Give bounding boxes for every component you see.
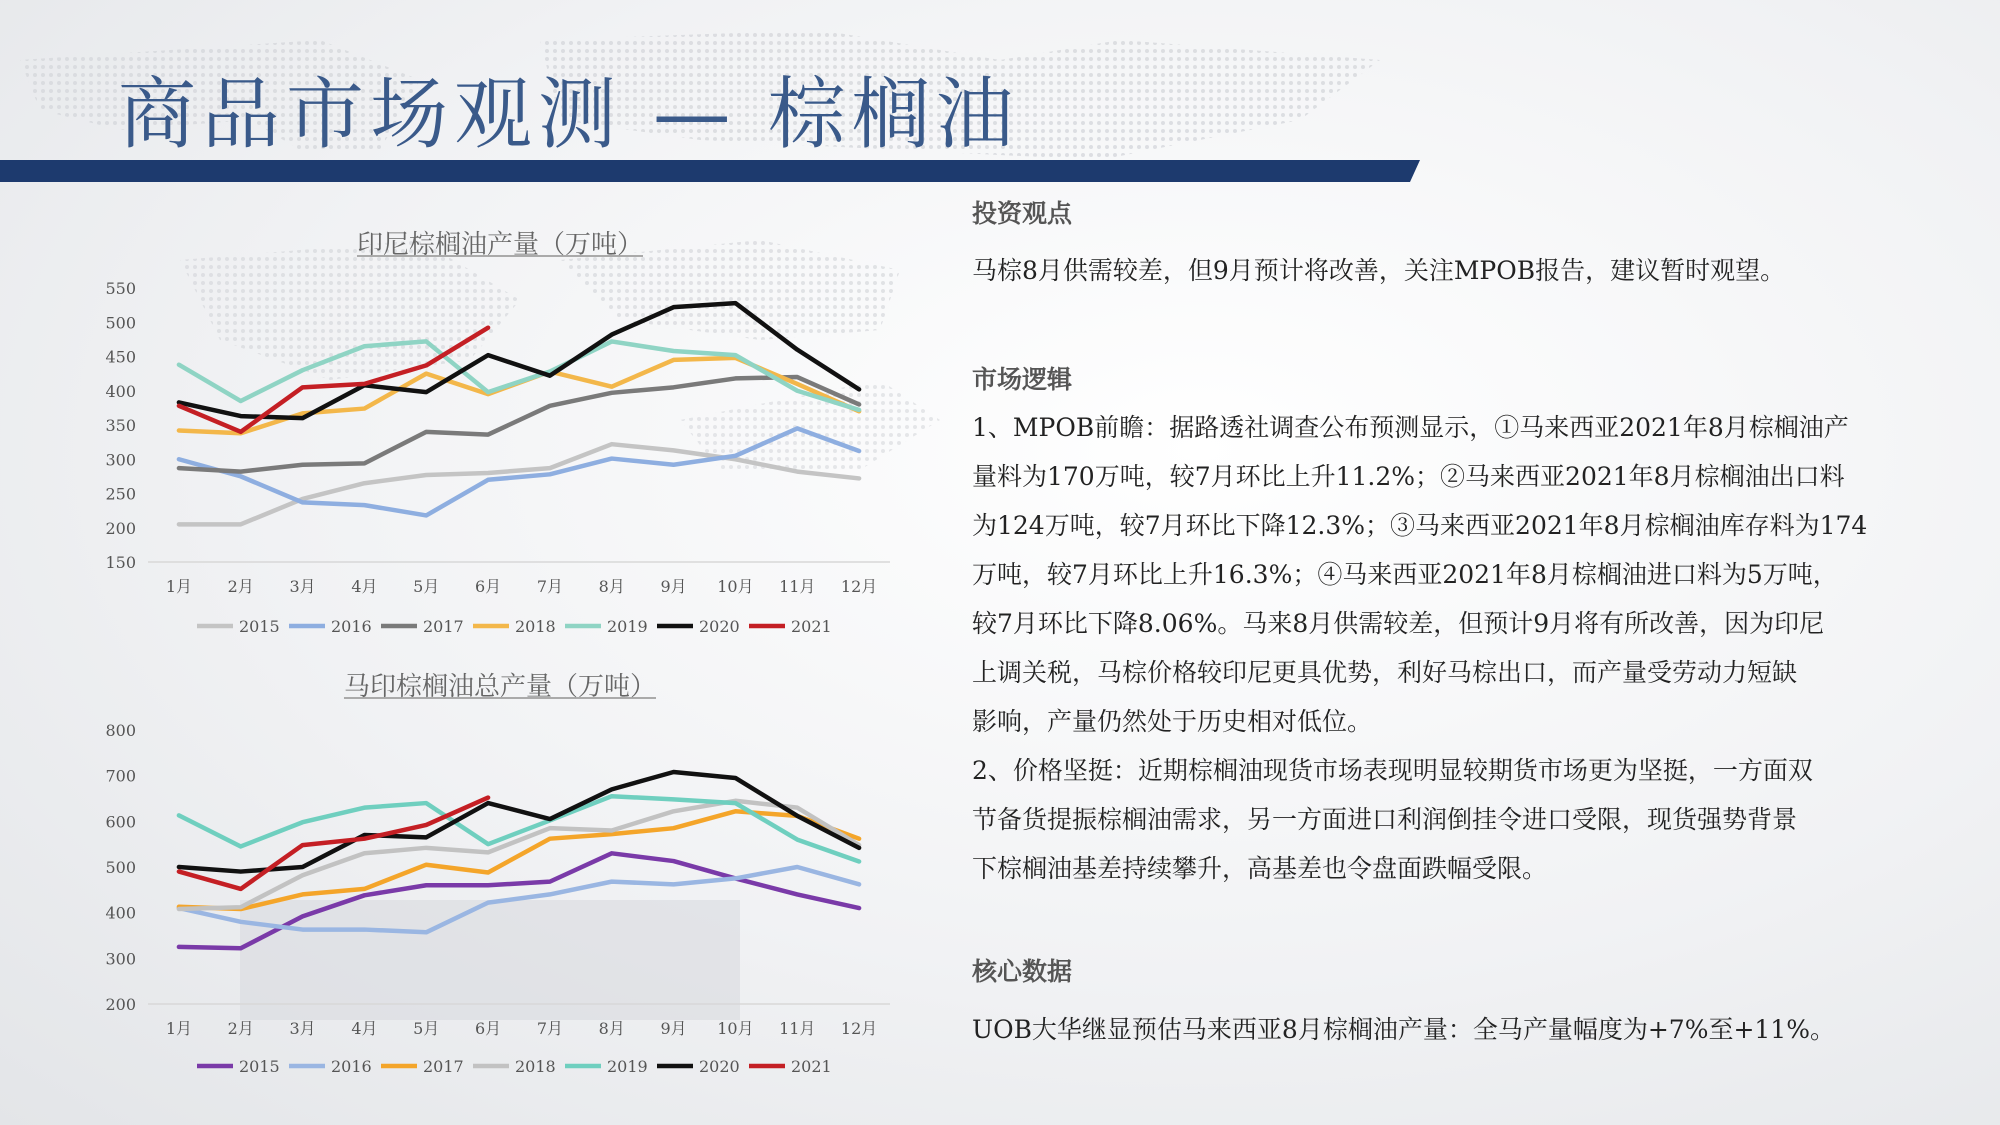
- data-point-2021: [487, 326, 490, 329]
- series-line-2019: [179, 796, 859, 861]
- data-point-2019: [177, 363, 180, 366]
- y-tick-label: 550: [105, 279, 136, 298]
- y-tick-label: 600: [105, 812, 136, 832]
- data-point-2018: [425, 846, 428, 849]
- data-point-2016: [796, 427, 799, 430]
- x-tick-label: 10月: [717, 577, 754, 596]
- text-line: 万吨，较7月环比上升16.3%；④马来西亚2021年8月棕榈油进口料为5万吨，: [972, 560, 1838, 589]
- core-text: UOB大华继显预估马来西亚8月棕榈油产量：全马产量幅度为+7%至+11%。: [972, 1015, 1835, 1044]
- x-tick-label: 9月: [660, 1019, 687, 1038]
- y-tick-label: 800: [105, 721, 136, 740]
- data-point-2016: [425, 514, 428, 517]
- data-point-2017: [858, 837, 861, 840]
- data-point-2016: [734, 454, 737, 457]
- data-point-2021: [177, 870, 180, 873]
- data-point-2019: [425, 802, 428, 805]
- x-tick-label: 12月: [840, 577, 878, 596]
- data-point-2015: [239, 523, 242, 526]
- data-point-2019: [177, 814, 180, 817]
- x-tick-label: 6月: [474, 1019, 502, 1038]
- data-point-2019: [363, 345, 366, 348]
- series-line-2015: [179, 444, 859, 524]
- chart-indonesia-production: [100, 220, 900, 640]
- data-point-2015: [363, 482, 366, 485]
- data-point-2016: [363, 504, 366, 507]
- data-point-2019: [487, 843, 490, 846]
- data-point-2016: [425, 931, 428, 934]
- data-point-2018: [672, 810, 675, 813]
- data-point-2020: [239, 415, 242, 418]
- page-title: 商品市场观测 — 棕榈油: [118, 70, 1020, 160]
- data-point-2016: [548, 473, 551, 476]
- title-underline-bar: [0, 160, 1420, 182]
- chart-svg: [100, 662, 900, 1102]
- data-point-2015: [548, 880, 551, 883]
- data-point-2018: [672, 358, 675, 361]
- data-point-2020: [734, 302, 737, 305]
- logic-paragraph-1: [972, 403, 1867, 893]
- data-point-2017: [610, 391, 613, 394]
- data-point-2017: [548, 837, 551, 840]
- text-line: 1、MPOB前瞻：据路透社调查公布预测显示，①马来西亚2021年8月棕榈油产: [972, 413, 1849, 442]
- data-point-2017: [734, 810, 737, 813]
- data-point-2016: [734, 877, 737, 880]
- data-point-2019: [672, 798, 675, 801]
- x-tick-label: 10月: [717, 1019, 754, 1038]
- data-point-2020: [487, 802, 490, 805]
- data-point-2017: [548, 404, 551, 407]
- data-point-2019: [301, 821, 304, 824]
- data-point-2015: [672, 860, 675, 863]
- data-point-2016: [487, 478, 490, 481]
- data-point-2020: [548, 374, 551, 377]
- data-point-2015: [610, 443, 613, 446]
- y-tick-label: 500: [105, 858, 136, 877]
- data-point-2015: [796, 893, 799, 896]
- data-point-2017: [672, 827, 675, 830]
- x-tick-label: 3月: [289, 577, 316, 596]
- data-point-2021: [177, 404, 180, 407]
- data-point-2016: [796, 866, 799, 869]
- data-point-2015: [239, 947, 242, 950]
- data-point-2016: [858, 450, 861, 453]
- data-point-2021: [239, 887, 242, 890]
- legend-label: 2018: [515, 617, 556, 636]
- x-tick-label: 5月: [413, 1019, 440, 1038]
- data-point-2016: [301, 501, 304, 504]
- invest-text: 马棕8月供需较差，但9月预计将改善，关注MPOB报告，建议暂时观望。: [972, 256, 1786, 285]
- data-point-2020: [487, 354, 490, 357]
- data-point-2021: [363, 382, 366, 385]
- data-point-2019: [487, 391, 490, 394]
- data-point-2018: [425, 372, 428, 375]
- data-point-2017: [487, 433, 490, 436]
- data-point-2020: [548, 818, 551, 821]
- data-point-2016: [672, 463, 675, 466]
- data-point-2020: [734, 776, 737, 779]
- data-point-2016: [548, 893, 551, 896]
- data-point-2018: [239, 906, 242, 909]
- data-point-2017: [363, 462, 366, 465]
- data-point-2017: [487, 871, 490, 874]
- x-tick-label: 1月: [165, 577, 193, 596]
- text-line: 2、价格坚挺：近期棕榈油现货市场表现明显较期货市场更为坚挺，一方面双: [972, 756, 1813, 785]
- data-point-2018: [548, 827, 551, 830]
- data-point-2021: [425, 364, 428, 367]
- y-tick-label: 700: [105, 766, 136, 786]
- chart-title: 马印棕榈油总产量（万吨）: [343, 672, 656, 702]
- x-tick-label: 9月: [660, 577, 687, 596]
- data-point-2021: [301, 844, 304, 847]
- data-point-2017: [858, 403, 861, 406]
- data-point-2017: [239, 470, 242, 473]
- data-point-2018: [610, 385, 613, 388]
- data-point-2018: [363, 852, 366, 855]
- data-point-2015: [425, 884, 428, 887]
- legend-label: 2015: [239, 617, 280, 636]
- legend-label: 2015: [239, 1057, 280, 1076]
- data-point-2019: [363, 806, 366, 809]
- data-point-2017: [301, 893, 304, 896]
- x-tick-label: 6月: [474, 577, 502, 596]
- data-point-2019: [425, 340, 428, 343]
- x-tick-label: 11月: [779, 1019, 816, 1038]
- x-tick-label: 3月: [289, 1019, 316, 1038]
- text-line: 影响，产量仍然处于历史相对低位。: [972, 707, 1373, 736]
- data-point-2015: [610, 852, 613, 855]
- series-line-2019: [179, 341, 859, 410]
- data-point-2018: [177, 908, 180, 911]
- data-point-2015: [177, 945, 180, 948]
- legend-label: 2017: [423, 617, 464, 636]
- data-point-2020: [858, 388, 861, 391]
- data-point-2017: [796, 376, 799, 379]
- y-tick-label: 400: [105, 381, 136, 401]
- data-point-2019: [301, 369, 304, 372]
- data-point-2021: [487, 796, 490, 799]
- data-point-2019: [734, 802, 737, 805]
- data-point-2018: [610, 829, 613, 832]
- data-point-2020: [177, 401, 180, 404]
- logic-heading: 市场逻辑: [972, 365, 1073, 394]
- text-line: 为124万吨，较7月环比下降12.3%；③马来西亚2021年8月棕榈油库存料为174: [972, 511, 1868, 540]
- x-tick-label: 8月: [598, 577, 625, 596]
- x-tick-label: 7月: [536, 1019, 564, 1038]
- data-point-2020: [301, 417, 304, 420]
- legend-label: 2019: [607, 617, 648, 636]
- data-point-2020: [610, 788, 613, 791]
- y-tick-label: 500: [105, 313, 136, 333]
- data-point-2016: [239, 920, 242, 923]
- text-line: 下棕榈油基差持续攀升，高基差也令盘面跌幅受限。: [972, 854, 1548, 883]
- legend-label: 2018: [515, 1057, 556, 1076]
- data-point-2018: [301, 874, 304, 877]
- y-tick-label: 250: [105, 484, 136, 504]
- text-line: 节备货提振棕榈油需求，另一方面进口利润倒挂令进口受限，现货强势背景: [972, 805, 1798, 834]
- data-point-2019: [672, 350, 675, 353]
- data-point-2020: [796, 814, 799, 817]
- legend-label: 2016: [331, 617, 372, 636]
- data-point-2019: [734, 354, 737, 357]
- data-point-2016: [672, 883, 675, 886]
- core-heading: 核心数据: [972, 957, 1073, 986]
- data-point-2015: [301, 915, 304, 918]
- y-tick-label: 400: [105, 903, 136, 923]
- data-point-2020: [672, 306, 675, 309]
- data-point-2020: [672, 771, 675, 774]
- data-point-2016: [177, 458, 180, 461]
- legend-label: 2020: [699, 1057, 740, 1076]
- data-point-2019: [858, 860, 861, 863]
- data-point-2015: [672, 449, 675, 452]
- data-point-2020: [858, 846, 861, 849]
- data-point-2015: [487, 471, 490, 474]
- legend-label: 2016: [331, 1057, 372, 1076]
- x-tick-label: 4月: [351, 1019, 378, 1038]
- data-point-2015: [363, 894, 366, 897]
- data-point-2015: [548, 467, 551, 470]
- x-tick-label: 12月: [840, 1019, 878, 1038]
- data-point-2020: [239, 870, 242, 873]
- legend-label: 2019: [607, 1057, 648, 1076]
- text-line: 较7月环比下降8.06%。马来8月供需较差，但预计9月将有所改善，因为印尼: [972, 609, 1825, 638]
- data-point-2017: [734, 377, 737, 380]
- data-point-2019: [239, 845, 242, 848]
- legend-label: 2017: [423, 1057, 464, 1076]
- x-tick-label: 4月: [351, 577, 378, 596]
- data-point-2015: [487, 884, 490, 887]
- legend-label: 2020: [699, 617, 740, 636]
- data-point-2018: [796, 382, 799, 385]
- x-tick-label: 8月: [598, 1019, 625, 1038]
- y-tick-label: 350: [105, 416, 136, 435]
- y-tick-label: 300: [105, 450, 136, 470]
- data-point-2019: [858, 408, 861, 411]
- data-point-2016: [858, 883, 861, 886]
- data-point-2016: [610, 457, 613, 460]
- text-line: 上调关税，马棕价格较印尼更具优势，利好马棕出口，而产量受劳动力短缺: [972, 658, 1798, 687]
- data-point-2020: [425, 836, 428, 839]
- data-point-2017: [672, 386, 675, 389]
- data-point-2018: [301, 412, 304, 415]
- y-tick-label: 200: [105, 518, 136, 538]
- data-point-2019: [610, 340, 613, 343]
- data-point-2017: [425, 430, 428, 433]
- text-line: 量料为170万吨，较7月环比上升11.2%；②马来西亚2021年8月棕榈油出口料: [972, 462, 1845, 491]
- data-point-2018: [487, 851, 490, 854]
- legend-label: 2021: [791, 1057, 832, 1076]
- data-point-2020: [425, 391, 428, 394]
- data-point-2021: [239, 430, 242, 433]
- chart-title: 印尼棕榈油产量（万吨）: [356, 230, 643, 260]
- invest-heading: 投资观点: [972, 199, 1073, 228]
- data-point-2017: [177, 467, 180, 470]
- data-point-2017: [610, 833, 613, 836]
- data-point-2019: [796, 389, 799, 392]
- series-line-2017: [179, 377, 859, 472]
- data-point-2017: [301, 463, 304, 466]
- data-point-2018: [796, 806, 799, 809]
- y-tick-label: 200: [105, 995, 136, 1014]
- data-point-2020: [796, 348, 799, 351]
- data-point-2020: [610, 333, 613, 336]
- data-point-2021: [301, 386, 304, 389]
- data-point-2016: [301, 928, 304, 931]
- x-tick-label: 1月: [165, 1019, 193, 1038]
- data-point-2021: [363, 837, 366, 840]
- legend-label: 2021: [791, 617, 832, 636]
- data-point-2015: [796, 470, 799, 473]
- y-tick-label: 300: [105, 949, 136, 969]
- chart-malaysia-indonesia-total: [100, 662, 900, 1102]
- data-point-2016: [610, 880, 613, 883]
- data-point-2017: [363, 887, 366, 890]
- data-point-2019: [239, 400, 242, 403]
- data-point-2020: [301, 866, 304, 869]
- x-tick-label: 7月: [536, 577, 564, 596]
- chart-svg: [100, 220, 900, 640]
- data-point-2019: [610, 795, 613, 798]
- data-point-2020: [363, 834, 366, 837]
- x-tick-label: 2月: [227, 577, 254, 596]
- y-tick-label: 450: [105, 347, 136, 367]
- data-point-2015: [858, 477, 861, 480]
- data-point-2018: [177, 429, 180, 432]
- data-point-2018: [363, 407, 366, 410]
- data-point-2015: [177, 523, 180, 526]
- y-tick-label: 150: [105, 553, 136, 572]
- data-point-2019: [796, 838, 799, 841]
- data-point-2020: [177, 866, 180, 869]
- data-point-2016: [363, 928, 366, 931]
- data-point-2015: [425, 474, 428, 477]
- data-point-2016: [487, 901, 490, 904]
- data-point-2021: [425, 823, 428, 826]
- data-point-2017: [425, 863, 428, 866]
- data-point-2016: [239, 475, 242, 478]
- x-tick-label: 11月: [779, 577, 816, 596]
- x-tick-label: 2月: [227, 1019, 254, 1038]
- data-point-2015: [858, 907, 861, 910]
- x-tick-label: 5月: [413, 577, 440, 596]
